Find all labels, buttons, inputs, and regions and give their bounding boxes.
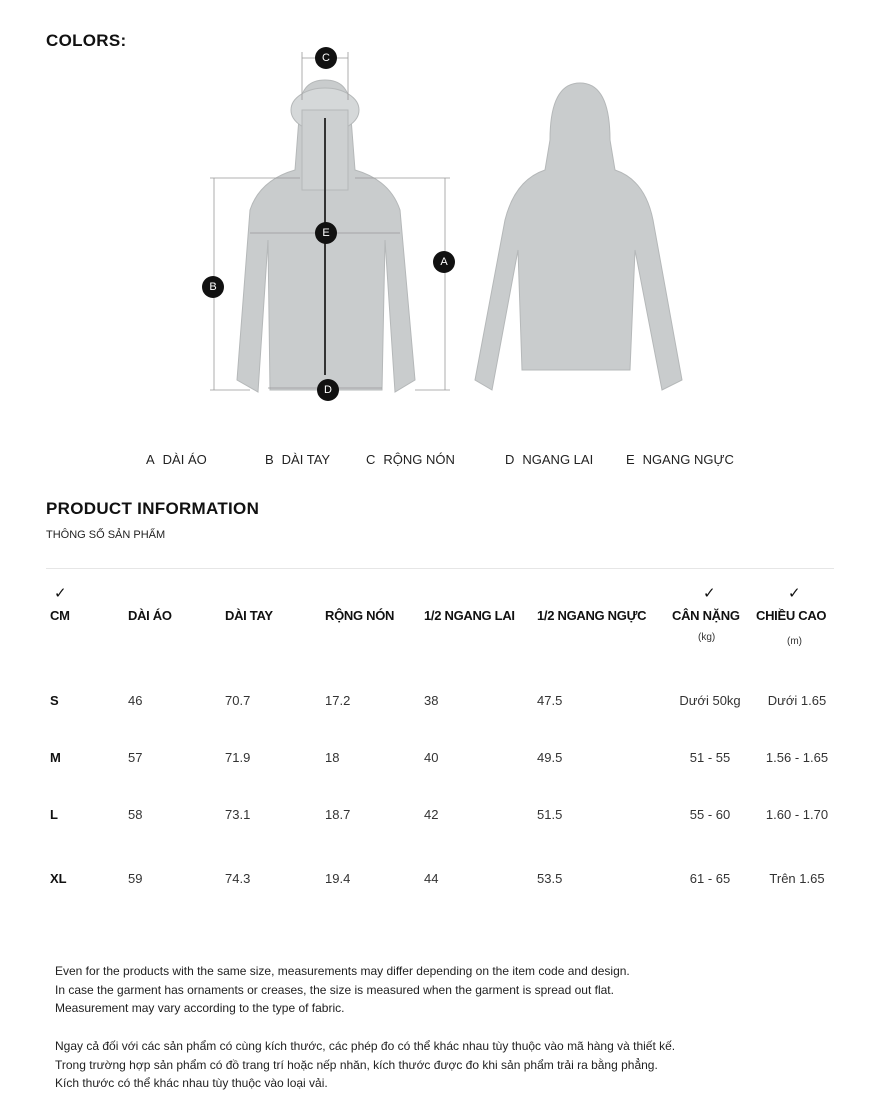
back-jacket-diagram bbox=[470, 80, 690, 400]
colors-heading: COLORS: bbox=[46, 31, 127, 50]
table-cell: 19.4 bbox=[325, 871, 351, 886]
table-cell: 18.7 bbox=[325, 807, 351, 822]
badge-d: D bbox=[317, 379, 339, 401]
legend-d: D NGANG LAI bbox=[505, 452, 594, 467]
badge-a: A bbox=[433, 251, 455, 273]
size-label: XL bbox=[50, 871, 67, 886]
unit-kg: (kg) bbox=[698, 632, 716, 643]
table-cell: 61 - 65 bbox=[689, 871, 731, 886]
table-cell: 38 bbox=[424, 693, 439, 708]
notes-en: Even for the products with the same size, measurements may differ depending on the item code and design. In case the garment has ornaments or creases, the size is measured when the garment is spread out flat. Measurement may vary according to the type of fabric. bbox=[55, 964, 630, 1015]
badge-c: C bbox=[315, 47, 337, 69]
table-cell: 51 - 55 bbox=[689, 750, 731, 765]
table-cell: 17.2 bbox=[325, 693, 351, 708]
table-cell: 42 bbox=[424, 807, 439, 822]
table-cell: 74.3 bbox=[225, 871, 251, 886]
table-cell: 46 bbox=[128, 693, 143, 708]
table-cell: 1.60 - 1.70 bbox=[765, 807, 829, 822]
table-cell: 47.5 bbox=[537, 693, 563, 708]
header-sleeve: DÀI TAY bbox=[225, 608, 273, 623]
table-cell: Trên 1.65 bbox=[769, 871, 825, 886]
table-cell: 57 bbox=[128, 750, 143, 765]
badge-b: B bbox=[202, 276, 224, 298]
check-icon: ✓ bbox=[788, 585, 801, 602]
table-cell: 1.56 - 1.65 bbox=[765, 750, 829, 765]
product-info-subtitle: THÔNG SỐ SẢN PHẨM bbox=[46, 529, 166, 541]
size-label: M bbox=[50, 750, 61, 765]
table-cell: 53.5 bbox=[537, 871, 563, 886]
table-cell: Dưới 50kg bbox=[679, 693, 741, 708]
notes-vi: Ngay cả đối với các sản phẩm có cùng kích thước, các phép đo có thể khác nhau tùy thuộc vào mã hàng và thiết kế. Trong trường hợp sản phẩm có đồ trang trí hoặc nếp nhăn, kích thước được đo khi sản phẩm trải ra bằng phẳng. Kích thước có thể khác nhau tùy thuộc vào loại vải. bbox=[55, 1039, 676, 1090]
table-cell: 51.5 bbox=[537, 807, 563, 822]
header-half-chest: 1/2 NGANG NGỰC bbox=[537, 608, 647, 623]
table-cell: 58 bbox=[128, 807, 143, 822]
header-cm: CM bbox=[50, 608, 70, 623]
product-info-title: PRODUCT INFORMATION bbox=[46, 499, 260, 518]
header-weight: CÂN NẶNG bbox=[672, 608, 740, 623]
table-cell: 40 bbox=[424, 750, 439, 765]
legend-a: A DÀI ÁO bbox=[146, 452, 207, 467]
divider bbox=[46, 568, 834, 569]
header-hood-width: RỘNG NÓN bbox=[325, 608, 395, 623]
table-cell: Dưới 1.65 bbox=[767, 693, 827, 708]
unit-m: (m) bbox=[787, 636, 802, 647]
size-label: L bbox=[50, 807, 58, 822]
legend-b: B DÀI TAY bbox=[265, 452, 331, 467]
table-cell: 70.7 bbox=[225, 693, 251, 708]
table-cell: 71.9 bbox=[225, 750, 251, 765]
header-half-hem: 1/2 NGANG LAI bbox=[424, 608, 515, 623]
header-height: CHIỀU CAO bbox=[756, 608, 827, 623]
legend-c: C RỘNG NÓN bbox=[366, 452, 455, 467]
legend-e: E NGANG NGỰC bbox=[626, 452, 734, 467]
table-cell: 44 bbox=[424, 871, 439, 886]
table-cell: 18 bbox=[325, 750, 340, 765]
table-cell: 49.5 bbox=[537, 750, 563, 765]
check-icon: ✓ bbox=[54, 585, 67, 602]
header-length: DÀI ÁO bbox=[128, 608, 172, 623]
badge-e: E bbox=[315, 222, 337, 244]
table-cell: 73.1 bbox=[225, 807, 251, 822]
table-cell: 59 bbox=[128, 871, 143, 886]
check-icon: ✓ bbox=[703, 585, 716, 602]
size-label: S bbox=[50, 693, 59, 708]
table-cell: 55 - 60 bbox=[689, 807, 731, 822]
